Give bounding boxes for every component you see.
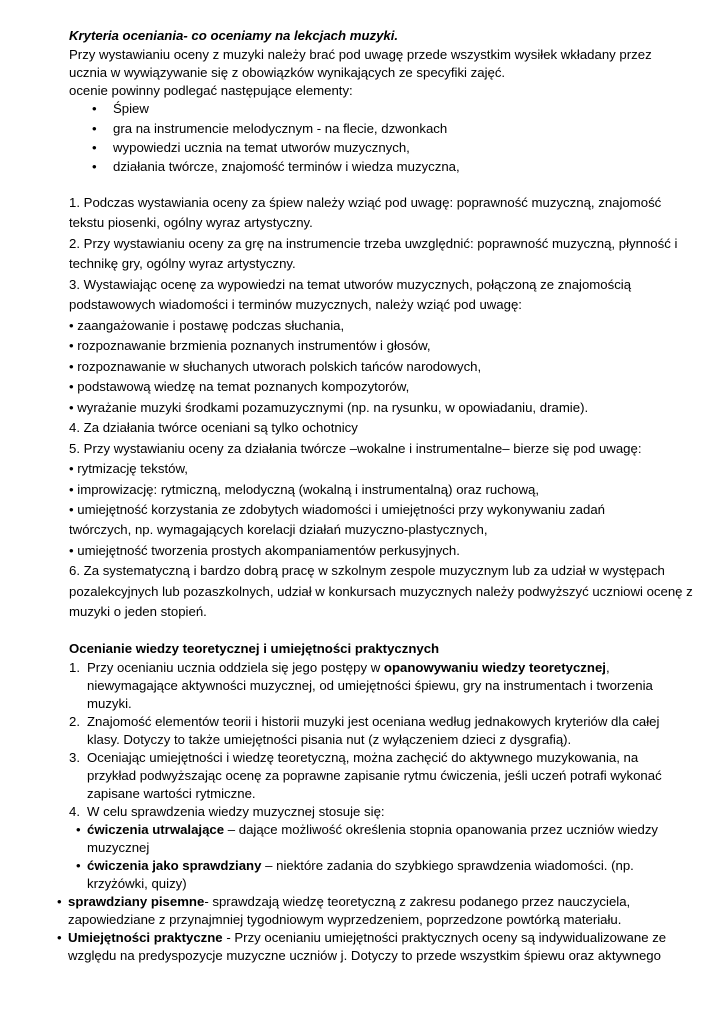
item-bold-text: ćwiczenia jako sprawdziany — [87, 858, 262, 873]
item-continuation: względu na predyspozycje muzyczne uczniów j. Dotyczy to przede wszystkim śpiewu oraz aktywnego — [68, 948, 661, 963]
item-continuation: krzyżówki, quizy) — [87, 876, 187, 891]
criteria-line: • umiejętność tworzenia prostych akompaniamentów perkusyjnych. — [69, 543, 460, 558]
item-continuation: muzyki. — [87, 696, 132, 711]
item-bold-text: Umiejętności praktyczne — [68, 930, 223, 945]
list-item: Śpiew — [113, 101, 149, 116]
item-continuation: muzycznej — [87, 840, 150, 855]
section-heading: Ocenianie wiedzy teoretycznej i umiejętności praktycznych — [69, 641, 440, 656]
list-item: gra na instrumencie melodycznym - na flecie, dzwonkach — [113, 121, 448, 136]
numbered-item: Znajomość elementów teorii i historii muzyki jest oceniana według jednakowych kryteriów dla całej — [87, 714, 660, 729]
numbered-item: W celu sprawdzenia wiedzy muzycznej stosuje się: — [87, 804, 385, 819]
list-item: wypowiedzi ucznia na temat utworów muzycznych, — [113, 140, 410, 155]
criteria-line: 5. Przy wystawianiu oceny za działania twórcze –wokalne i instrumentalne– bierze się pod uwagę: — [69, 441, 642, 456]
item-bold-text: sprawdziany pisemne — [68, 894, 205, 909]
item-bold-text: ćwiczenia utrwalające — [87, 822, 225, 837]
list-number: 1. — [69, 660, 80, 675]
item-text: - sprawdzają wiedzę teoretyczną z zakresu podanego przez nauczyciela, — [204, 894, 631, 909]
top-item — [68, 894, 630, 910]
item-continuation: zapowiedziane z przynajmniej tygodniowym wyprzedzeniem, poprzedzone powtórką materiału. — [68, 912, 622, 927]
bullet-icon: • — [92, 121, 97, 136]
top-item — [68, 930, 666, 946]
criteria-line: twórczych, np. wymagających korelacji działań muzyczno-plastycznych, — [69, 522, 488, 537]
numbered-item: Oceniając umiejętności i wiedzę teoretyczną, można zachęcić do aktywnego muzykowania, na — [87, 750, 639, 765]
sub-item — [87, 822, 658, 838]
criteria-line: • improwizację: rytmiczną, melodyczną (wokalną i instrumentalną) oraz ruchową, — [69, 482, 540, 497]
bullet-icon: • — [76, 858, 81, 873]
intro-line: ocenie powinny podlegać następujące elementy: — [69, 83, 353, 98]
criteria-line: muzyki o jeden stopień. — [69, 604, 207, 619]
criteria-line: • zaangażowanie i postawę podczas słuchania, — [69, 318, 345, 333]
bullet-icon: • — [92, 101, 97, 116]
item-continuation: klasy. Dotyczy to także umiejętności pisania nut (z wyłączeniem dzieci z dysgrafią). — [87, 732, 572, 747]
item-text: – dające możliwość określenia stopnia opanowania przez uczniów wiedzy — [224, 822, 659, 837]
criteria-line: • podstawową wiedzę na temat poznanych kompozytorów, — [69, 379, 410, 394]
criteria-line: • wyrażanie muzyki środkami pozamuzycznymi (np. na rysunku, w opowiadaniu, dramie). — [69, 400, 589, 415]
criteria-line: pozalekcyjnych lub pozaszkolnych, udział w konkursach muzycznych należy podwyższyć uczniowi ocenę z — [69, 584, 693, 599]
criteria-line: 6. Za systematyczną i bardzo dobrą pracę w szkolnym zespole muzycznym lub za udział w występach — [69, 563, 665, 578]
list-item: działania twórcze, znajomość terminów i wiedza muzyczna, — [113, 159, 460, 174]
item-continuation: zapisane wartości rytmiczne. — [87, 786, 256, 801]
bullet-icon: • — [57, 894, 62, 909]
item-text: , — [605, 660, 610, 675]
item-text: – niektóre zadania do szybkiego sprawdzenia wiadomości. (np. — [261, 858, 634, 873]
bullet-icon: • — [92, 159, 97, 174]
item-continuation: niewymagające aktywności muzycznej, od umiejętności śpiewu, gry na instrumentach i tworzenia — [87, 678, 653, 693]
criteria-line: • umiejętność korzystania ze zdobytych wiadomości i umiejętności przy wykonywaniu zadań — [69, 502, 606, 517]
bullet-icon: • — [92, 140, 97, 155]
item-text: - Przy ocenianiu umiejętności praktycznych oceny są indywidualizowane ze — [222, 930, 667, 945]
intro-line: ucznia w wywiązywanie się z obowiązków wynikających ze specyfiki zajęć. — [69, 65, 506, 80]
item-bold-text: opanowywaniu wiedzy teoretycznej — [383, 660, 606, 675]
criteria-line: • rytmizację tekstów, — [69, 461, 188, 476]
criteria-line: • rozpoznawanie brzmienia poznanych instrumentów i głosów, — [69, 338, 431, 353]
sub-item — [87, 858, 634, 874]
numbered-item — [87, 660, 610, 676]
intro-line: Przy wystawianiu oceny z muzyki należy brać pod uwagę przede wszystkim wysiłek wkładany przez — [69, 47, 652, 62]
item-continuation: przykład podwyższając ocenę za poprawne zapisanie rytmu ćwiczenia, jeśli uczeń potrafi wykonać — [87, 768, 662, 783]
criteria-line: • rozpoznawanie w słuchanych utworach polskich tańców narodowych, — [69, 359, 482, 374]
criteria-line: 3. Wystawiając ocenę za wypowiedzi na temat utworów muzycznych, połączoną ze znajomością — [69, 277, 632, 292]
bullet-icon: • — [76, 822, 81, 837]
list-number: 4. — [69, 804, 80, 819]
document-title: Kryteria oceniania- co oceniamy na lekcjach muzyki. — [69, 28, 399, 43]
criteria-line: podstawowych wiadomości i terminów muzycznych, należy wziąć pod uwagę: — [69, 297, 522, 312]
criteria-line: tekstu piosenki, ogólny wyraz artystyczny. — [69, 215, 313, 230]
bullet-icon: • — [57, 930, 62, 945]
criteria-line: technikę gry, ogólny wyraz artystyczny. — [69, 256, 296, 271]
item-text: Przy ocenianiu ucznia oddziela się jego postępy w — [87, 660, 384, 675]
criteria-line: 1. Podczas wystawiania oceny za śpiew należy wziąć pod uwagę: poprawność muzyczną, znajomość — [69, 195, 662, 210]
criteria-line: 2. Przy wystawianiu oceny za grę na instrumencie trzeba uwzględnić: poprawność muzyczną, płynność i — [69, 236, 678, 251]
list-number: 2. — [69, 714, 80, 729]
criteria-line: 4. Za działania twórce oceniani są tylko ochotnicy — [69, 420, 358, 435]
list-number: 3. — [69, 750, 80, 765]
